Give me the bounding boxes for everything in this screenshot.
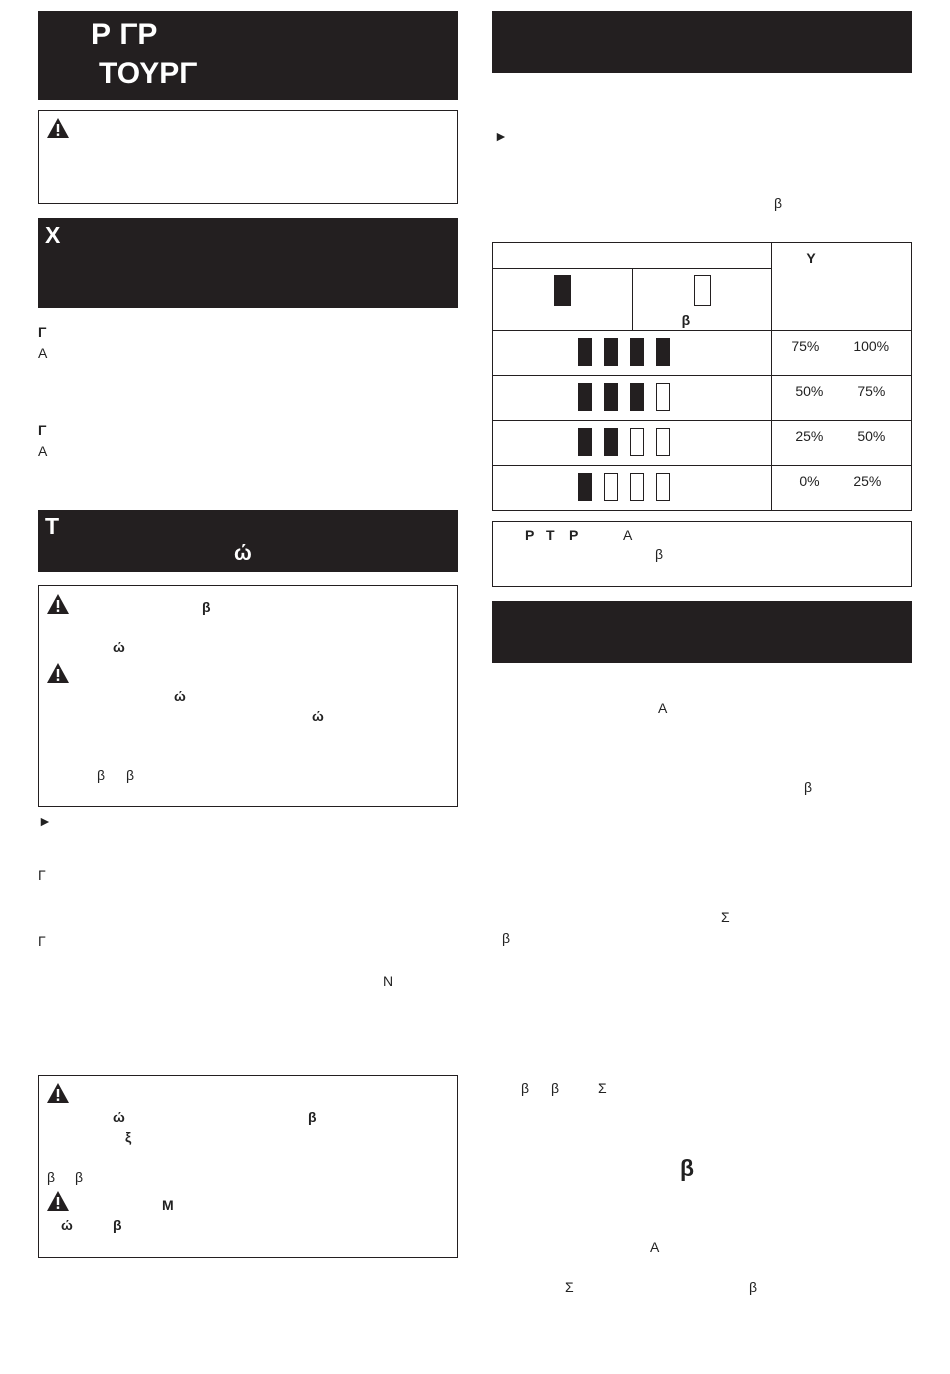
section-banner-t [38, 510, 458, 572]
indicator-row-2 [493, 376, 772, 421]
wb2-text-3: ώ [174, 688, 186, 704]
indicator-cell [604, 473, 618, 501]
wb3-text-5: β [75, 1169, 84, 1185]
warning-icon [46, 1190, 70, 1212]
n-text: N [383, 973, 394, 989]
capacity-cell-1 [772, 331, 912, 376]
body-s2: Σ [598, 1080, 607, 1096]
capacity-cell-2 [772, 376, 912, 421]
g1-heading: Γ [38, 324, 47, 340]
legend-blink-label: β [681, 312, 691, 328]
capacity-cell-4 [772, 466, 912, 511]
warning-box-2 [38, 585, 458, 807]
legend-blink-cell [632, 269, 772, 331]
section-omega: ώ [234, 542, 252, 565]
warning-icon [46, 593, 70, 615]
capacity-low: 25% [795, 428, 824, 444]
indicator-cell [578, 383, 592, 411]
indicator-cells [578, 473, 682, 504]
section-title-line1: Ρ ΓΡ [91, 18, 158, 51]
warning-box-1 [38, 110, 458, 204]
capacity-low: 50% [795, 383, 824, 399]
indicator-cell [656, 338, 670, 366]
wb2-text-1: β [202, 599, 211, 615]
wb2-text-2: ώ [113, 639, 125, 655]
body-b2: β [502, 930, 511, 946]
indicator-cell [656, 428, 670, 456]
body-b3: β [521, 1080, 530, 1096]
indicator-cell [630, 338, 644, 366]
wb3-text-2: β [308, 1109, 317, 1125]
right-section-banner-2 [492, 601, 912, 663]
body-a2: Α [650, 1239, 660, 1255]
g2-heading: Γ [38, 422, 47, 438]
section-letter-t: Τ [45, 513, 60, 539]
table-header-left [493, 243, 772, 269]
indicator-cell [604, 383, 618, 411]
g4-text: Γ [38, 933, 46, 949]
warning-icon [46, 662, 70, 684]
capacity-high: 25% [853, 473, 882, 489]
indicator-cell [604, 428, 618, 456]
wb3-text-7: ώ [61, 1217, 73, 1233]
indicator-cell [656, 473, 670, 501]
wb3-text-3: ξ [125, 1129, 132, 1145]
g1-text: Α [38, 345, 48, 361]
wb3-text-4: β [47, 1169, 56, 1185]
indicator-cells [578, 428, 682, 459]
body-b4: β [551, 1080, 560, 1096]
indicator-cell [578, 428, 592, 456]
capacity-cell-3 [772, 421, 912, 466]
wb2-text-6: β [126, 767, 135, 783]
table-header-right-label: Υ [806, 250, 816, 266]
capacity-high: 75% [857, 383, 886, 399]
note-beta: β [655, 546, 664, 562]
note-box [492, 521, 912, 587]
indicator-row-3 [493, 421, 772, 466]
bullet-arrow: ► [38, 813, 52, 829]
note-label-p2: Ρ [569, 527, 579, 543]
note-label-t: Τ [546, 527, 555, 543]
indicator-cells [578, 383, 682, 414]
indicator-cell [630, 428, 644, 456]
note-label-p1: Ρ [525, 527, 535, 543]
warning-box-3 [38, 1075, 458, 1258]
indicator-cell [630, 473, 644, 501]
g3-text: Γ [38, 867, 46, 883]
wb3-text-6: Μ [162, 1197, 174, 1213]
right-beta-1: β [774, 195, 783, 211]
warning-icon [46, 117, 70, 139]
indicator-row-4 [493, 466, 772, 511]
section-letter: Χ [45, 222, 61, 248]
right-bullet-arrow: ► [494, 128, 508, 144]
battery-indicator-table [492, 242, 912, 511]
body-s3: Σ [565, 1279, 574, 1295]
wb2-text-4: ώ [312, 708, 324, 724]
legend-lit-cell [493, 269, 633, 331]
capacity-low: 75% [791, 338, 820, 354]
wb3-text-8: β [113, 1217, 122, 1233]
section-title-line2: ΤΟΥΡΓ [99, 57, 198, 90]
body-b5: β [749, 1279, 758, 1295]
capacity-low: 0% [799, 473, 820, 489]
body-s1: Σ [721, 909, 730, 925]
body-b1: β [804, 779, 813, 795]
wb3-text-1: ώ [113, 1109, 125, 1125]
capacity-high: 50% [857, 428, 886, 444]
capacity-high: 100% [853, 338, 890, 354]
body-big-beta: β [680, 1155, 695, 1181]
indicator-cell [604, 338, 618, 366]
body-a1: Α [658, 700, 668, 716]
table-header-right [772, 243, 912, 331]
wb2-text-5: β [97, 767, 106, 783]
indicator-cell [578, 338, 592, 366]
indicator-cell [656, 383, 670, 411]
g2-text: Α [38, 443, 48, 459]
right-section-banner-1 [492, 11, 912, 73]
indicator-cells [578, 338, 682, 369]
legend-lit-indicator [554, 275, 571, 306]
indicator-cell [630, 383, 644, 411]
warning-icon [46, 1082, 70, 1104]
note-a: Α [623, 527, 633, 543]
legend-blink-indicator [694, 275, 711, 306]
indicator-row-1 [493, 331, 772, 376]
indicator-cell [578, 473, 592, 501]
section-banner-x [38, 218, 458, 308]
section-title-banner [38, 11, 458, 100]
